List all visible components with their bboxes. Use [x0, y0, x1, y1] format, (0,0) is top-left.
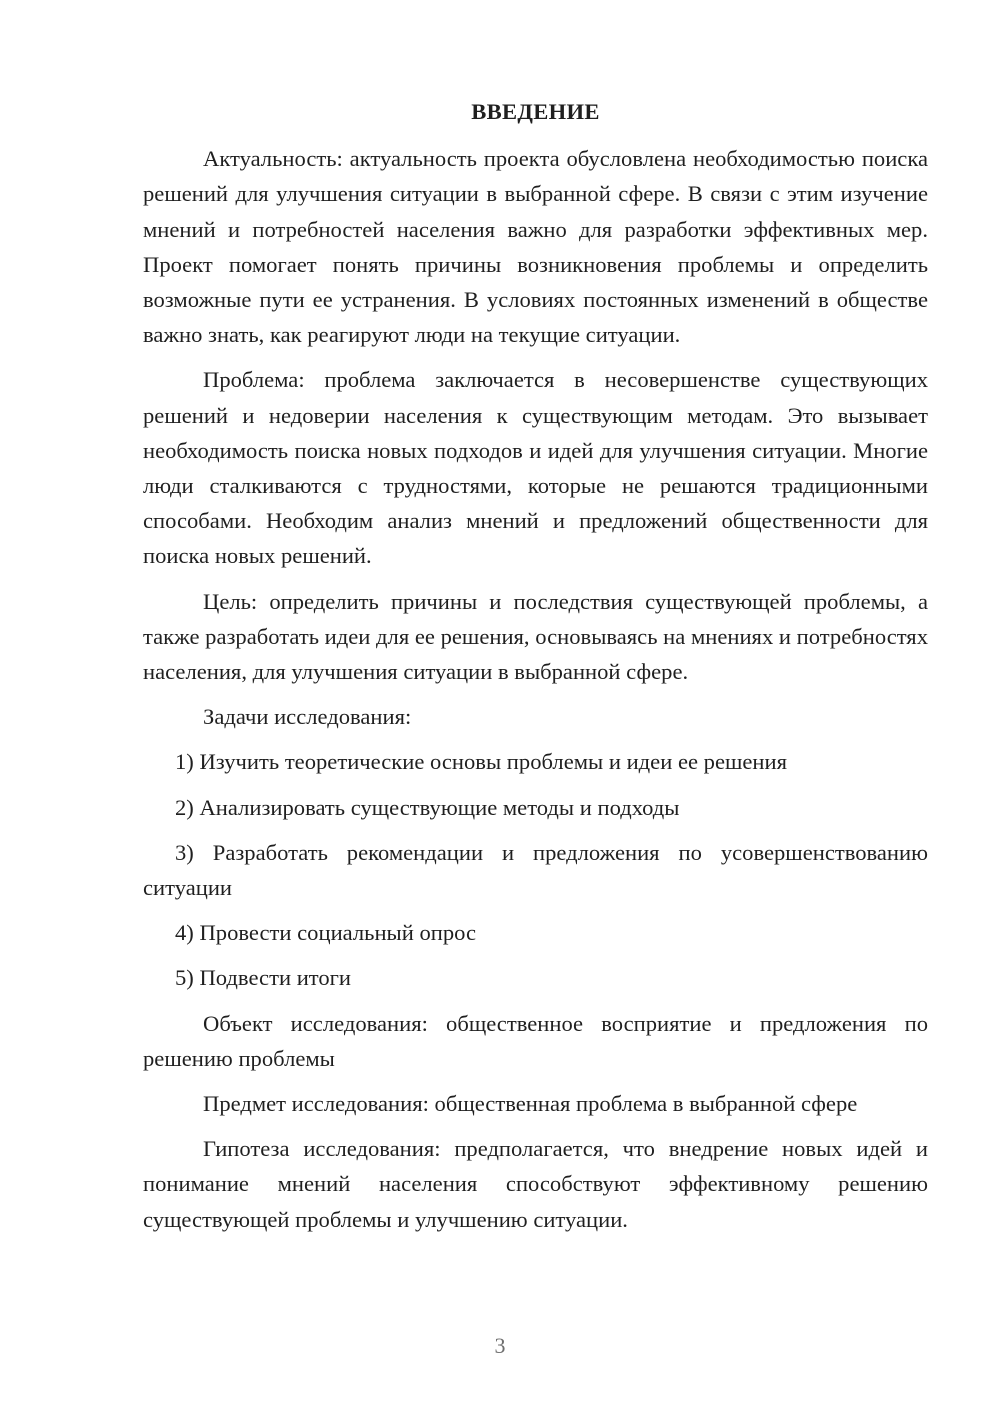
section-title: ВВЕДЕНИЕ	[471, 99, 600, 124]
task-item-2: 2) Анализировать существующие методы и подходы	[175, 794, 680, 820]
problem-paragraph: Проблема: проблема заключается в несовершенстве существующих решений и недоверии населения к существующим методам. Это вызывает необходимость поиска новых подходов и идей для улучшения ситуации. Многие люди сталкиваются с трудностями, которые не решаются традиционными способами. Необходим анализ мнений и предложений общественности для поиска новых решений.	[143, 367, 928, 569]
hypothesis-paragraph: Гипотеза исследования: предполагается, что внедрение новых идей и понимание мнений населения способствуют эффективному решению существующей проблемы и улучшению ситуации.	[143, 1136, 928, 1232]
goal-paragraph: Цель: определить причины и последствия существующей проблемы, а также разработать идеи для ее решения, основываясь на мнениях и потребностях населения, для улучшения ситуации в выбранной сфере.	[143, 588, 928, 685]
task-item-5: 5) Подвести итоги	[175, 965, 352, 991]
tasks-heading: Задачи исследования:	[203, 704, 412, 730]
document-page	[143, 94, 928, 1247]
subject-paragraph: Предмет исследования: общественная проблема в выбранной сфере	[203, 1091, 858, 1117]
task-item-3: 3) Разработать рекомендации и предложения по усовершенствованию ситуации	[143, 839, 928, 901]
relevance-paragraph: Актуальность: актуальность проекта обусловлена необходимостью поиска решений для улучшения ситуации в выбранной сфере. В связи с этим изучение мнений и потребностей населения важно для разработки эффективных мер. Проект помогает понять причины возникновения проблемы и определить возможные пути ее устранения. В условиях постоянных изменений в обществе важно знать, как реагируют люди на текущие ситуации.	[143, 146, 928, 348]
task-item-4: 4) Провести социальный опрос	[175, 920, 477, 946]
page-number: 3	[494, 1333, 506, 1358]
task-item-1: 1) Изучить теоретические основы проблемы и идеи ее решения	[175, 749, 787, 775]
object-paragraph: Объект исследования: общественное восприятие и предложения по решению проблемы	[143, 1010, 928, 1071]
